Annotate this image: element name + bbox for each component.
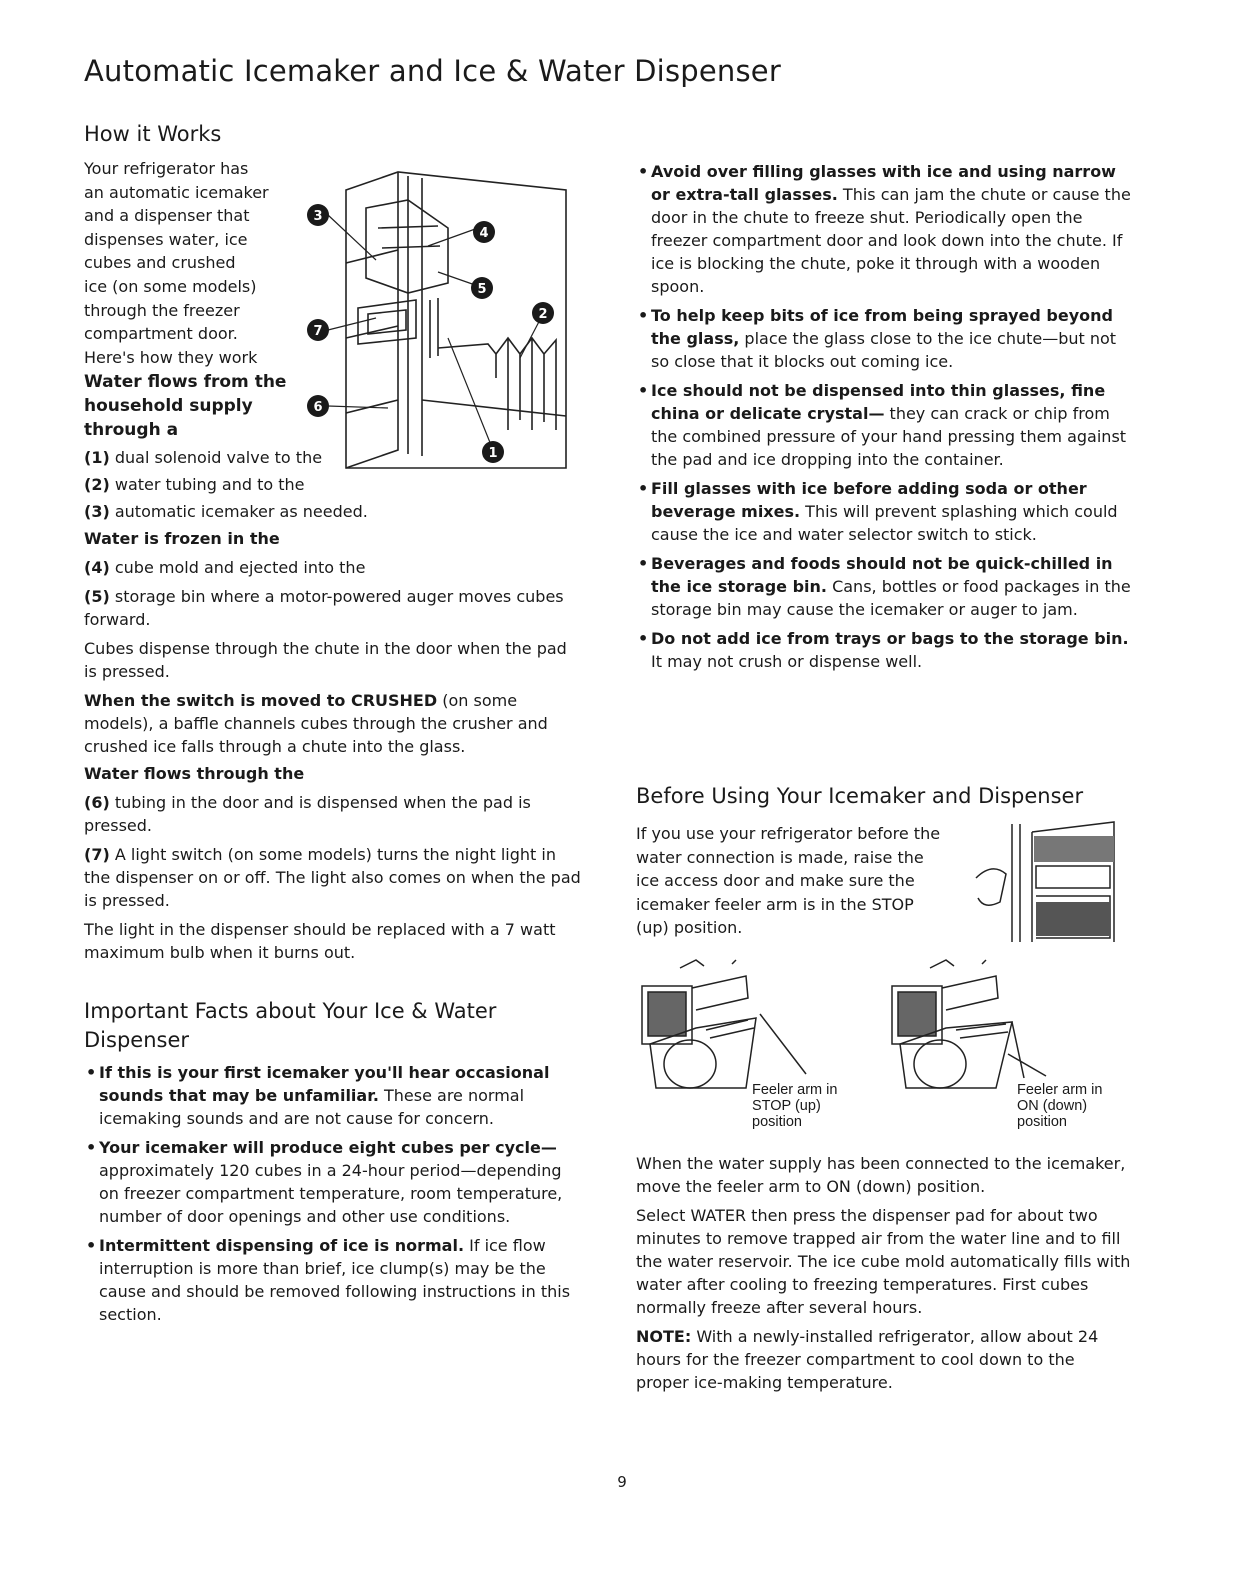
tips-section [636, 160, 1131, 673]
flow-heading-line: through a [84, 419, 179, 440]
caption-on [1017, 1082, 1102, 1130]
intro-line: Here's how they work [84, 347, 258, 367]
crushed-paragraph: When the switch is moved to CRUSHED (on some models), a baffle channels cubes through the crusher and crushed ice falls through a chute into the glass. [84, 691, 548, 757]
step-2: (2) water tubing and to the [84, 475, 305, 495]
step-4: (4) cube mold and ejected into the [84, 558, 366, 578]
cubes-paragraph: Cubes dispense through the chute in the door when the pad is pressed. [84, 639, 567, 682]
ice-access-door-illustration [972, 818, 1118, 946]
page-number: 9 [617, 1473, 627, 1491]
water-connected-paragraph: When the water supply has been connected to the icemaker, move the feeler arm to ON (down) position. [636, 1154, 1126, 1196]
intro-line: ice (on some models) [84, 276, 257, 296]
step-3: (3) automatic icemaker as needed. [84, 502, 368, 522]
frozen-heading: Water is frozen in the [84, 529, 280, 549]
note-paragraph: NOTE: With a newly-installed refrigerator, allow about 24 hours for the freezer compartment to cool down to the proper ice-making temperature. [636, 1327, 1099, 1392]
intro-line: dispenses water, ice [84, 229, 248, 249]
facts-heading-line: Dispenser [84, 1028, 189, 1053]
step-1: (1) dual solenoid valve to the [84, 448, 323, 468]
callout-2-label: 2 [538, 307, 548, 322]
before-intro-line: ice access door and make sure the [636, 871, 915, 891]
facts-heading-line: Important Facts about Your Ice & Water [84, 999, 497, 1024]
fact-item: • Intermittent dispensing of ice is normal. If ice flow interruption is more than brief, ice clump(s) may be the cause and should be removed following instructions in this section. [86, 1236, 571, 1325]
before-using-section [636, 782, 1131, 811]
caption-line: position [752, 1114, 802, 1130]
intro-line: Your refrigerator has [84, 159, 249, 178]
icemaker-illustrations [636, 958, 1126, 1098]
flow-heading-line: Water flows from the [84, 372, 287, 393]
flow-heading-line: household supply [84, 395, 253, 416]
facts-section [84, 997, 584, 1326]
before-intro [636, 822, 976, 940]
callout-1-label: 1 [488, 446, 498, 461]
tip-item: • Fill glasses with ice before adding soda or other beverage mixes. This will prevent splashing which could cause the ice and water selector switch to stick. [638, 479, 1118, 544]
tip-item: • Ice should not be dispensed into thin glasses, fine china or delicate crystal— they can crack or chip from the combined pressure of your hand pressing them against the pad and ice dropping into the container. [638, 381, 1127, 469]
caption-stop [752, 1082, 837, 1130]
callout-7-label: 7 [313, 324, 323, 339]
fact-item: • Your icemaker will produce eight cubes per cycle— approximately 120 cubes in a 24-hour period—depending on freezer compartment temperature, room temperature, number of door openings and other use conditions. [86, 1138, 563, 1227]
fact-item: • If this is your first icemaker you'll hear occasional sounds that may be unfamiliar. These are normal icemaking sounds and are not cause for concern. [86, 1063, 550, 1129]
before-intro-line: icemaker feeler arm is in the STOP [636, 894, 914, 914]
caption-line: ON (down) [1017, 1098, 1088, 1114]
refrigerator-diagram [298, 168, 570, 486]
before-intro-line: water connection is made, raise the [636, 847, 924, 867]
before-body [636, 1152, 1131, 1394]
step-7: (7) A light switch (on some models) turns the night light in the dispenser on or off. The light also comes on when the pad is pressed. [84, 845, 581, 911]
tip-item: • Avoid over filling glasses with ice and using narrow or extra-tall glasses. This can jam the chute or cause the door in the chute to freeze shut. Periodically open the freezer compartment door and look down into the chute. If ice is blocking the chute, poke it through with a wooden spoon. [638, 162, 1131, 296]
callout-4-label: 4 [479, 226, 489, 241]
intro-line: compartment door. [84, 324, 238, 344]
callout-5-label: 5 [477, 282, 487, 297]
note-label: NOTE: [636, 1327, 692, 1346]
caption-line: STOP (up) [752, 1098, 821, 1114]
before-intro-line: (up) position. [636, 918, 743, 938]
caption-line: Feeler arm in [752, 1082, 838, 1098]
before-using-heading: Before Using Your Icemaker and Dispenser [636, 784, 1084, 808]
tip-item: • Beverages and foods should not be quick-chilled in the ice storage bin. Cans, bottles or food packages in the storage bin may cause the icemaker or auger to jam. [638, 554, 1131, 619]
intro-line: cubes and crushed [84, 253, 236, 273]
callout-6-label: 6 [313, 400, 323, 415]
how-it-works-heading: How it Works [84, 122, 222, 146]
page-title: Automatic Icemaker and Ice & Water Dispenser [84, 54, 781, 88]
select-water-paragraph: Select WATER then press the dispenser pad for about two minutes to remove trapped air from the water line and to fill the water reservoir. The ice cube mold automatically fills with water after cooling to freezing temperatures. First cubes normally freeze after several hours. [636, 1206, 1131, 1317]
tip-item: • Do not add ice from trays or bags to the storage bin. It may not crush or dispense well. [638, 629, 1129, 671]
icemaker-on-drawing [892, 960, 1046, 1088]
before-intro-line: If you use your refrigerator before the [636, 824, 941, 843]
intro-line: through the freezer [84, 300, 240, 320]
icemaker-stop-drawing [642, 960, 806, 1088]
caption-line: Feeler arm in [1017, 1082, 1103, 1098]
tip-item: • To help keep bits of ice from being sprayed beyond the glass, place the glass close to the ice chute—but not so close that it blocks out coming ice. [638, 306, 1117, 371]
step-6: (6) tubing in the door and is dispensed when the pad is pressed. [84, 793, 531, 836]
intro-line: and a dispenser that [84, 206, 250, 226]
callout-3-label: 3 [313, 209, 323, 224]
bulb-paragraph: The light in the dispenser should be replaced with a 7 watt maximum bulb when it burns out. [84, 920, 556, 963]
step-5: (5) storage bin where a motor-powered auger moves cubes forward. [84, 587, 564, 630]
flows-heading: Water flows through the [84, 764, 305, 784]
caption-line: position [1017, 1114, 1067, 1130]
intro-line: an automatic icemaker [84, 182, 269, 202]
